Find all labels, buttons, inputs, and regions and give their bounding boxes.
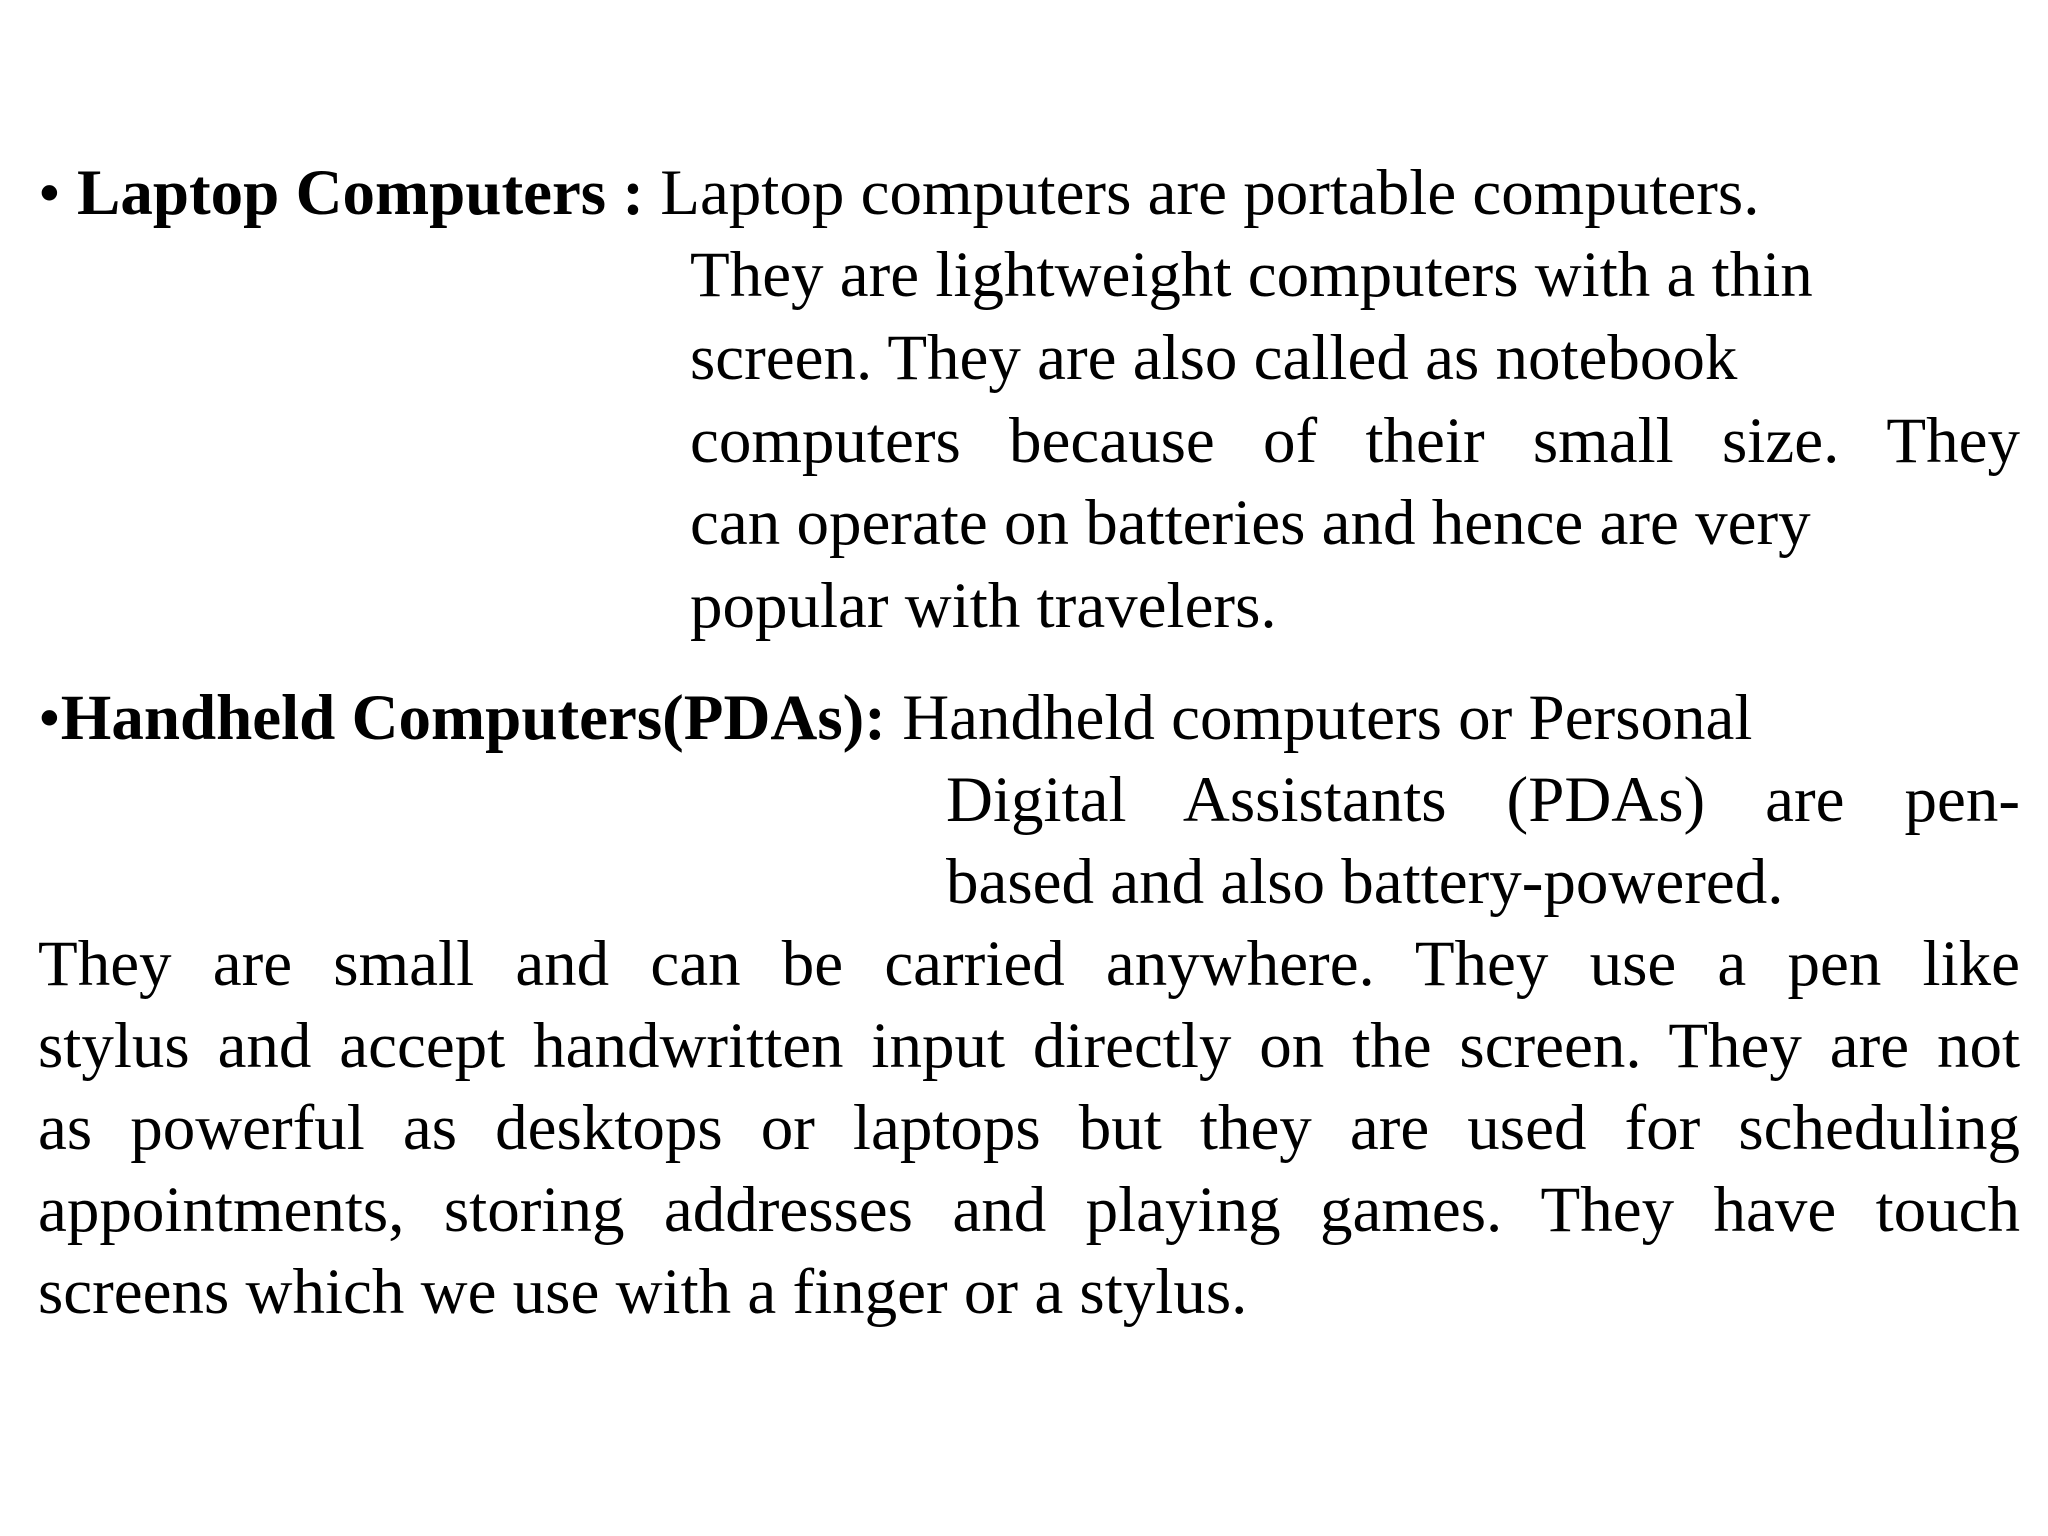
handheld-line-3: based and also battery-powered. [946, 846, 1784, 918]
handheld-paragraph-line-4: appointments, storing addresses and playing games. They have touch [38, 1174, 2020, 1246]
handheld-paragraph-line-3: as powerful as desktops or laptops but they are used for scheduling [38, 1092, 2020, 1164]
laptop-line-1: Laptop computers are portable computers. [660, 157, 1760, 229]
laptop-line-6: popular with travelers. [690, 570, 1277, 642]
laptop-line-3: screen. They are also called as notebook [690, 322, 1738, 394]
handheld-bullet: • [38, 682, 61, 754]
handheld-paragraph-line-1: They are small and can be carried anywhere. They use a pen like [38, 928, 2020, 1000]
laptop-bullet: • [38, 157, 61, 229]
handheld-line-1: Handheld computers or Personal [902, 682, 1753, 754]
laptop-line-4: computers because of their small size. They [690, 405, 2020, 477]
handheld-paragraph-line-5: screens which we use with a finger or a stylus. [38, 1256, 1248, 1328]
laptop-heading: Laptop Computers : [77, 157, 644, 229]
handheld-line-2: Digital Assistants (PDAs) are pen- [946, 764, 2020, 836]
laptop-line-2: They are lightweight computers with a thin [690, 239, 1813, 311]
laptop-line-5: can operate on batteries and hence are very [690, 487, 1811, 559]
handheld-paragraph-line-2: stylus and accept handwritten input directly on the screen. They are not [38, 1010, 2020, 1082]
handheld-heading-line [38, 677, 1752, 759]
laptop-heading-line [38, 152, 1759, 234]
handheld-heading: Handheld Computers(PDAs): [60, 682, 886, 754]
